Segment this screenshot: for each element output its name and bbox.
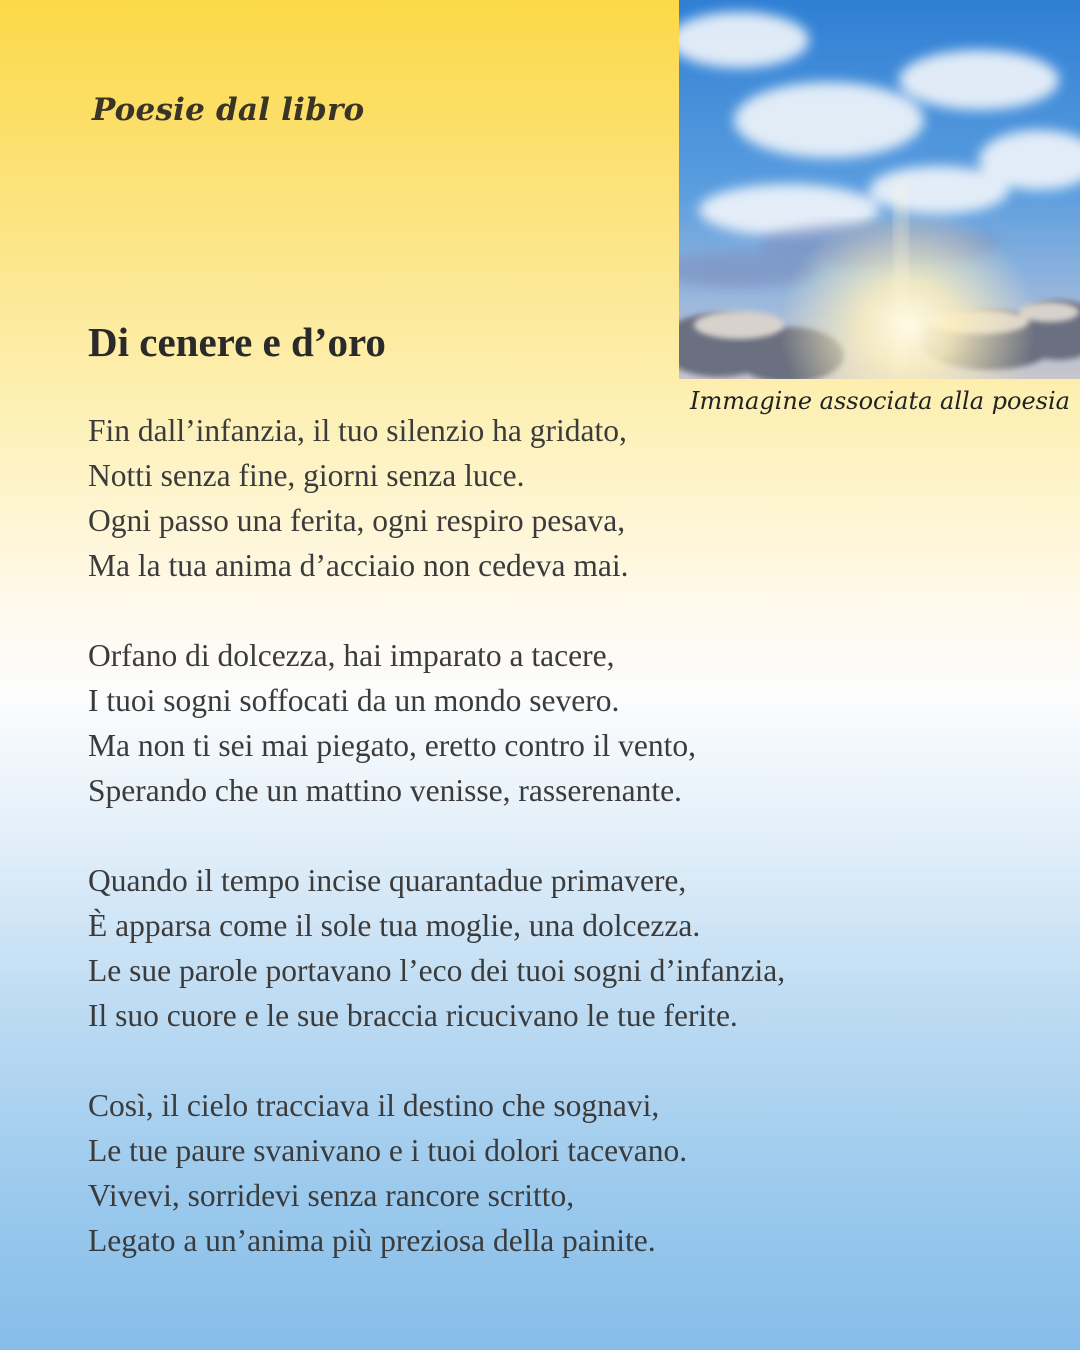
verse-line: Le tue paure svanivano e i tuoi dolori tacevano. <box>88 1133 688 1168</box>
poem-body <box>88 408 785 1308</box>
stanza-4 <box>88 1083 785 1263</box>
stanza-3 <box>88 858 785 1038</box>
verse-line: Quando il tempo incise quarantadue primavere, <box>88 863 687 898</box>
verse-line: Le sue parole portavano l’eco dei tuoi sogni d’infanzia, <box>88 953 786 988</box>
image-caption: Immagine associata alla poesia <box>690 387 1070 415</box>
verse-line: È apparsa come il sole tua moglie, una dolcezza. <box>88 908 701 943</box>
verse-line: Il suo cuore e le sue braccia ricucivano le tue ferite. <box>88 998 738 1033</box>
verse-line: Ma la tua anima d’acciaio non cedeva mai. <box>88 548 629 583</box>
poem-title: Di cenere e d’oro <box>88 319 386 365</box>
stanza-1 <box>88 408 785 588</box>
verse-line: Ogni passo una ferita, ogni respiro pesava, <box>88 503 626 538</box>
stanza-2 <box>88 633 785 813</box>
verse-line: Vivevi, sorridevi senza rancore scritto, <box>88 1178 575 1213</box>
sky-clouds-image <box>679 0 1080 379</box>
verse-line: Sperando che un mattino venisse, rasserenante. <box>88 773 682 808</box>
verse-line: Ma non ti sei mai piegato, eretto contro il vento, <box>88 728 696 763</box>
verse-line: Legato a un’anima più preziosa della painite. <box>88 1223 656 1258</box>
verse-line: Fin dall’infanzia, il tuo silenzio ha gridato, <box>88 413 627 448</box>
verse-line: Così, il cielo tracciava il destino che sognavi, <box>88 1088 660 1123</box>
header-label: Poesie dal libro <box>92 92 365 128</box>
verse-line: Orfano di dolcezza, hai imparato a tacere, <box>88 638 615 673</box>
verse-line: Notti senza fine, giorni senza luce. <box>88 458 525 493</box>
verse-line: I tuoi sogni soffocati da un mondo severo. <box>88 683 620 718</box>
